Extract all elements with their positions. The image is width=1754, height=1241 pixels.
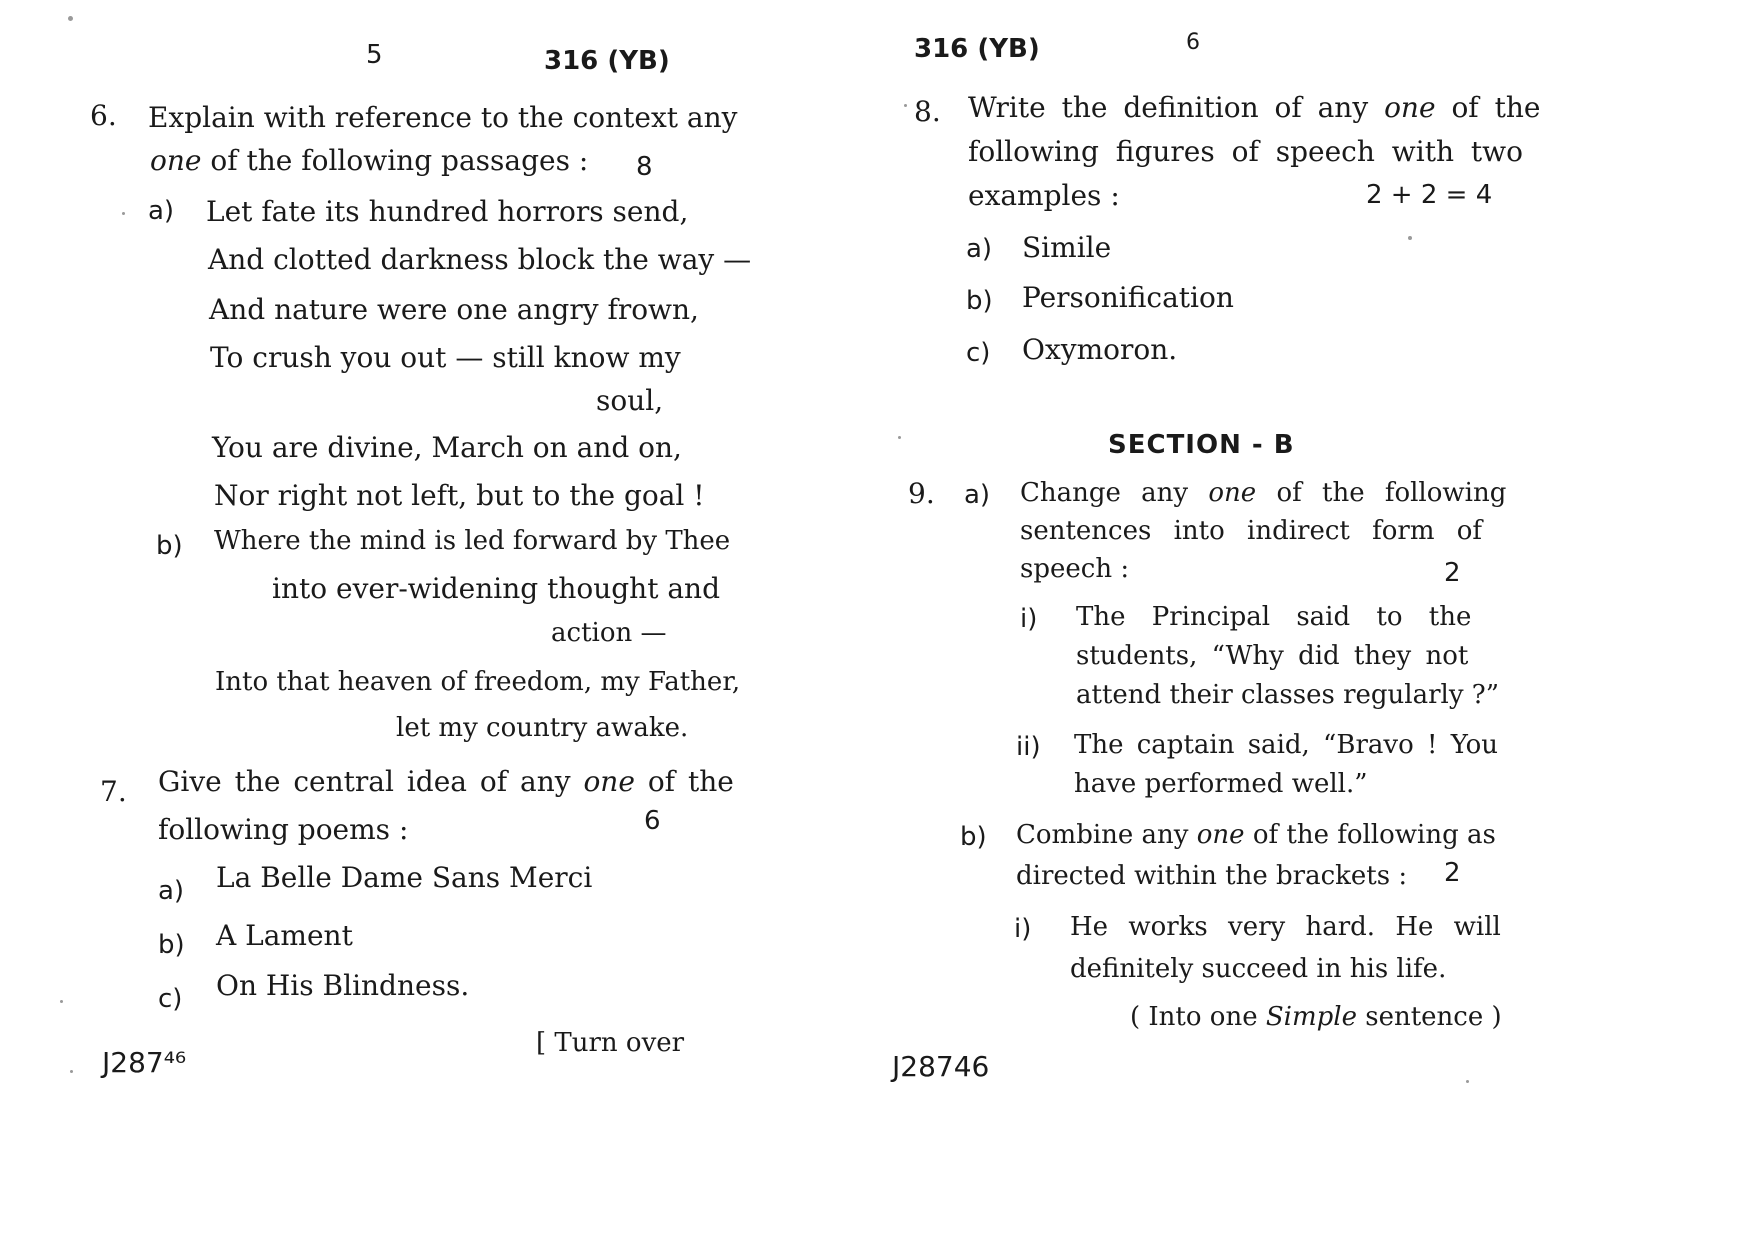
page-number: 5 bbox=[366, 40, 383, 70]
turn-over-note: [ Turn over bbox=[536, 1028, 685, 1058]
scan-speck bbox=[1466, 1080, 1469, 1083]
question-text: Explain with reference to the context any bbox=[148, 101, 738, 134]
instruction-end: sentence ) bbox=[1365, 1002, 1502, 1032]
scan-speck bbox=[898, 436, 901, 439]
option-label: b) bbox=[960, 822, 987, 852]
footer-code: J287⁴⁶ bbox=[102, 1046, 187, 1079]
passage-line: Where the mind is led forward by Thee bbox=[214, 526, 731, 556]
question-text-start: Give the central idea of any bbox=[158, 765, 571, 798]
footer-code: J28746 bbox=[892, 1050, 990, 1083]
scan-speck bbox=[60, 1000, 63, 1003]
question-number: 9. bbox=[908, 477, 935, 510]
sentence-line: attend their classes regularly ?” bbox=[1076, 680, 1500, 710]
poem-title: On His Blindness. bbox=[216, 969, 470, 1002]
sentence-line: He works very hard. He will bbox=[1070, 912, 1501, 942]
marks: 2 + 2 = 4 bbox=[1366, 180, 1493, 210]
marks: 2 bbox=[1444, 558, 1461, 588]
option-label: i) bbox=[1014, 914, 1032, 944]
figure-of-speech: Oxymoron. bbox=[1022, 333, 1178, 366]
scan-speck bbox=[122, 212, 125, 215]
question-text bbox=[158, 765, 734, 798]
question-text-end: of the bbox=[1451, 91, 1541, 124]
option-label: i) bbox=[1020, 604, 1038, 634]
question-text: directed within the brackets : bbox=[1016, 861, 1408, 891]
passage-line: And clotted darkness block the way — bbox=[208, 243, 752, 276]
question-text: following poems : bbox=[158, 813, 409, 846]
section-title: SECTION - B bbox=[1108, 430, 1295, 460]
question-text: speech : bbox=[1020, 554, 1130, 584]
passage-line: Let fate its hundred horrors send, bbox=[206, 195, 689, 228]
question-number: 6. bbox=[90, 99, 117, 132]
option-label: b) bbox=[966, 286, 993, 316]
question-text-rest: of the following passages : bbox=[210, 144, 589, 177]
question-text-end: of the following as bbox=[1252, 820, 1496, 850]
option-label: b) bbox=[158, 930, 185, 960]
marks: 8 bbox=[636, 152, 653, 182]
question-text: examples : bbox=[968, 179, 1120, 212]
bracket-instruction bbox=[1130, 1004, 1502, 1030]
question-text bbox=[1020, 480, 1506, 506]
question-text-start: Change any bbox=[1020, 478, 1189, 508]
marks: 2 bbox=[1444, 858, 1461, 888]
option-label: a) bbox=[966, 234, 993, 264]
option-label: a) bbox=[158, 876, 185, 906]
scan-speck bbox=[68, 16, 73, 21]
poem-title: A Lament bbox=[216, 919, 353, 952]
scan-speck bbox=[904, 104, 907, 107]
question-text-start: Write the definition of any bbox=[968, 91, 1369, 124]
question-text bbox=[1016, 822, 1496, 848]
figure-of-speech: Personification bbox=[1022, 281, 1234, 314]
option-label: b) bbox=[156, 531, 183, 561]
passage-line: You are divine, March on and on, bbox=[212, 431, 682, 464]
question-text-start: Combine any bbox=[1016, 820, 1189, 850]
sentence-line: students, “Why did they not bbox=[1076, 641, 1469, 671]
paper-code-header: 316 (YB) bbox=[914, 34, 1040, 64]
scan-speck bbox=[70, 1070, 73, 1073]
left-page bbox=[0, 0, 870, 1241]
passage-line: into ever-widening thought and bbox=[272, 572, 720, 605]
emphasis: one bbox=[150, 144, 202, 177]
question-number: 8. bbox=[914, 95, 941, 128]
option-label: c) bbox=[966, 338, 991, 368]
question-text: following figures of speech with two bbox=[968, 135, 1523, 168]
passage-line: And nature were one angry frown, bbox=[209, 293, 699, 326]
question-text-end: of the following bbox=[1276, 478, 1507, 508]
passage-line: soul, bbox=[596, 384, 664, 417]
passage-line: Nor right not left, but to the goal ! bbox=[214, 479, 705, 512]
emphasis: one bbox=[1384, 91, 1436, 124]
question-number: 7. bbox=[100, 775, 127, 808]
option-label: a) bbox=[964, 480, 991, 510]
passage-line: let my country awake. bbox=[396, 713, 689, 743]
question-text bbox=[150, 144, 589, 177]
emphasis: one bbox=[583, 765, 635, 798]
marks: 6 bbox=[644, 806, 661, 836]
passage-line: action — bbox=[551, 618, 667, 648]
option-label: ii) bbox=[1016, 732, 1041, 762]
question-text: sentences into indirect form of bbox=[1020, 516, 1483, 546]
option-label: a) bbox=[148, 196, 175, 226]
sentence-line: have performed well.” bbox=[1074, 769, 1368, 799]
sentence-line: definitely succeed in his life. bbox=[1070, 954, 1447, 984]
instruction-start: ( Into one bbox=[1130, 1002, 1258, 1032]
passage-line: Into that heaven of freedom, my Father, bbox=[215, 667, 741, 697]
question-text bbox=[968, 91, 1541, 124]
sentence-line: The captain said, “Bravo ! You bbox=[1074, 730, 1499, 760]
passage-line: To crush you out — still know my bbox=[210, 341, 681, 374]
scan-speck bbox=[1408, 236, 1412, 240]
emphasis: one bbox=[1208, 478, 1257, 508]
poem-title: La Belle Dame Sans Merci bbox=[216, 861, 593, 894]
paper-code-header: 316 (YB) bbox=[544, 46, 670, 76]
option-label: c) bbox=[158, 984, 183, 1014]
page-number: 6 bbox=[1186, 30, 1200, 55]
emphasis: one bbox=[1196, 820, 1245, 850]
question-text-end: of the bbox=[647, 765, 734, 798]
sentence-line: The Principal said to the bbox=[1076, 602, 1472, 632]
figure-of-speech: Simile bbox=[1022, 231, 1112, 264]
emphasis: Simple bbox=[1265, 1002, 1357, 1032]
right-page bbox=[870, 0, 1754, 1241]
